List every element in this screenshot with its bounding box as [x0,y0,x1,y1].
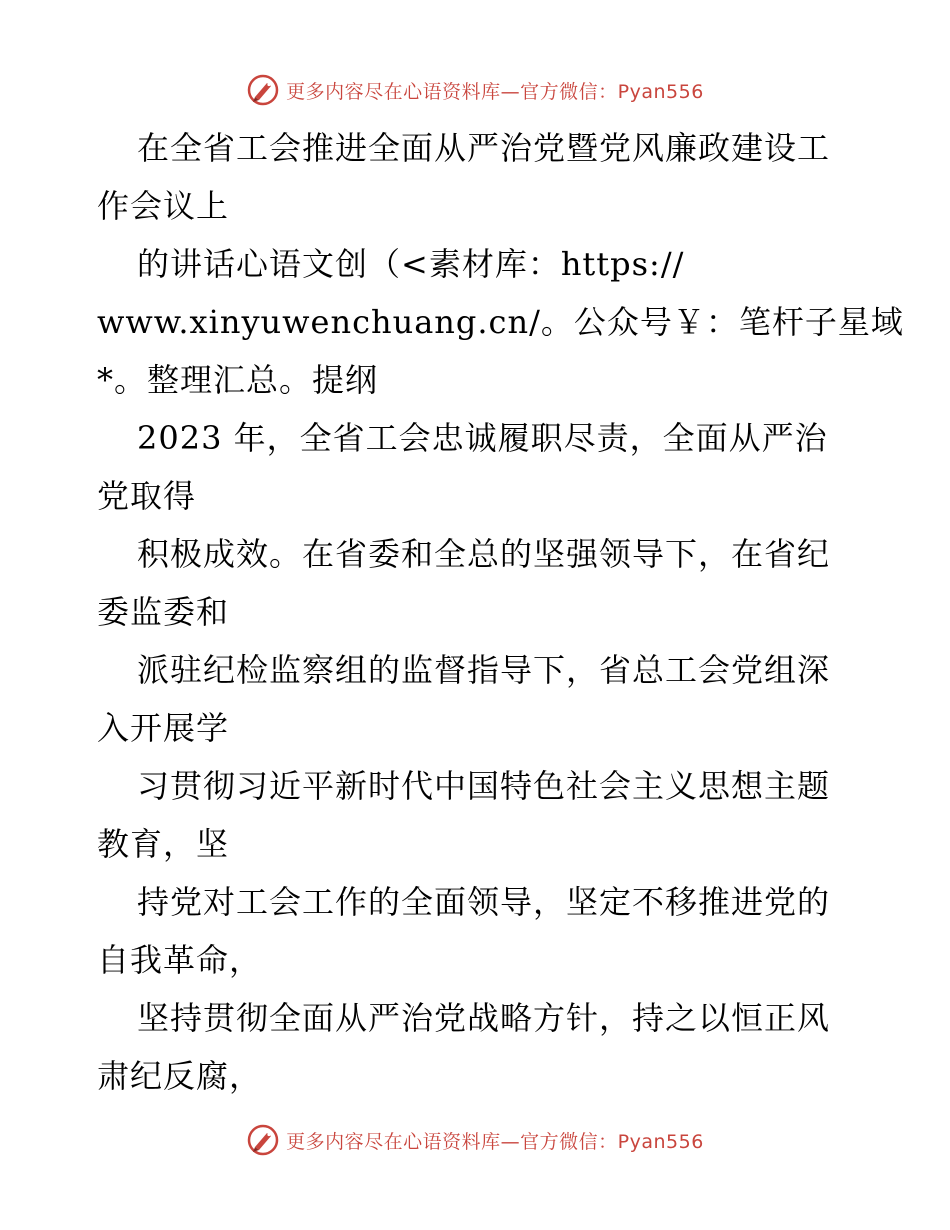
footer-banner [0,1120,950,1160]
footer-banner-text: 更多内容尽在心语资料库—官方微信：Pyan556 [286,1130,704,1153]
text-line: 的讲话心语文创（<素材库：https:// [137,245,685,283]
text-line: 肃纪反腐， [97,1057,263,1095]
text-line: 持党对工会工作的全面领导，坚定不移推进党的 [137,883,831,921]
text-line: 习贯彻习近平新时代中国特色社会主义思想主题 [137,767,831,805]
text-line: 委监委和 [97,593,230,631]
text-line: 入开展学 [97,709,230,747]
text-line: 党取得 [97,477,197,515]
text-line: 作会议上 [97,187,230,225]
text-line: *。整理汇总。提纲 [97,361,379,399]
text-line: 积极成效。在省委和全总的坚强领导下，在省纪 [137,535,831,573]
text-line: www.xinyuwenchuang.cn/。公众号￥：笔杆子星域 [97,303,904,341]
header-banner [0,70,950,110]
text-line: 2023 年，全省工会忠诚履职尽责，全面从严治 [137,419,828,457]
text-line: 派驻纪检监察组的监督指导下，省总工会党组深 [137,651,831,689]
text-line: 在全省工会推进全面从严治党暨党风廉政建设工 [137,129,831,167]
header-banner-text: 更多内容尽在心语资料库—官方微信：Pyan556 [286,80,704,103]
text-line: 坚持贯彻全面从严治党战略方针，持之以恒正风 [137,999,831,1037]
pen-logo-icon [246,73,280,107]
text-line: 自我革命， [97,941,263,979]
pen-logo-icon [246,1123,280,1157]
text-line: 教育，坚 [97,825,230,863]
